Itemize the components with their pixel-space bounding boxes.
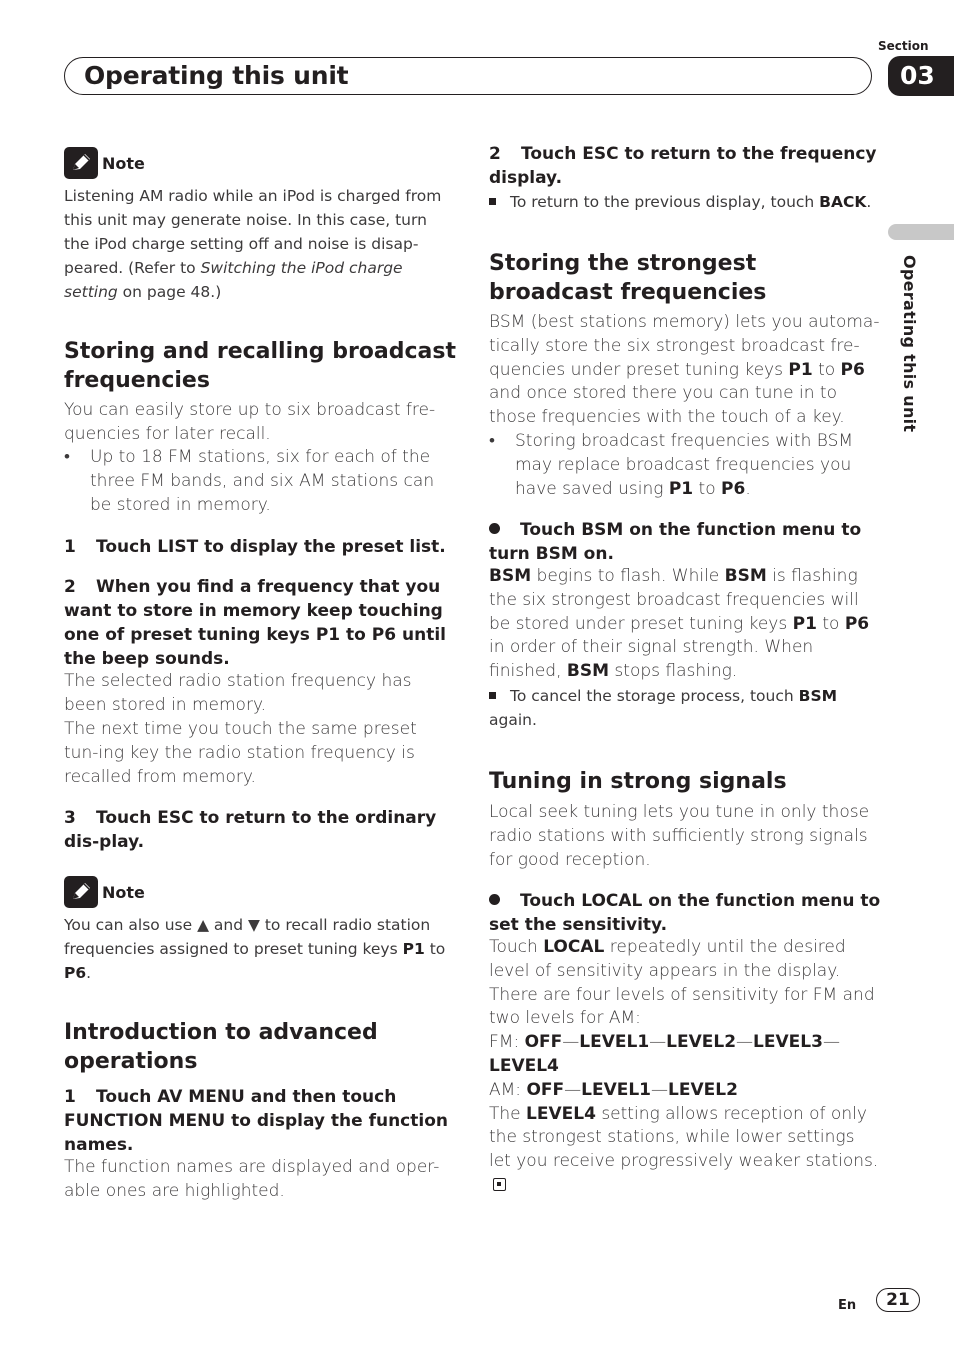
tuning-body: Touch LOCAL repeatedly until the desired level of sensitivity appears in the display. There are four levels of sensitivity for FM and two levels for AM: FM: OFF—LEVEL1—LEVEL2—LEVEL3— LEVEL4 AM: OFF—LEVEL1—LEVEL2 The LEVEL4 setting allows reception of only the strongest stations, while lower settings let you receive progressively weaker stations. bbox=[489, 936, 881, 1198]
bsm-step: Touch BSM on the function menu to turn BSM on. bbox=[489, 520, 862, 564]
step-2-note: To return to the previous display, touch BACK. bbox=[489, 190, 881, 214]
tuning-step: Touch LOCAL on the function menu to set the sensitivity. bbox=[489, 891, 881, 935]
note-heading bbox=[64, 147, 145, 179]
note-title: Note bbox=[102, 153, 145, 173]
bsm-bullet: • Storing broadcast frequencies with BSM may replace broadcast frequencies you have saved using P1 to P6. bbox=[489, 431, 854, 499]
circle-bullet-icon bbox=[489, 894, 500, 905]
step-2: 2 When you find a frequency that you want to store in memory keep touching one of preset tuning keys P1 to P6 until the beep sounds. bbox=[64, 577, 446, 669]
note-title: Note bbox=[102, 882, 145, 902]
advanced-step-1: 1 Touch AV MENU and then touch FUNCTION MENU to display the function names. bbox=[64, 1087, 448, 1155]
note-pencil-icon bbox=[64, 876, 98, 908]
square-bullet-icon bbox=[489, 198, 496, 205]
note-text: You can also use ▲ and ▼ to recall radio station frequencies assigned to preset tuning keys P1 to P6. bbox=[64, 916, 446, 982]
right-column bbox=[489, 0, 881, 1172]
bsm-note: To cancel the storage process, touch BSM again. bbox=[489, 687, 838, 729]
tuning-intro: Local seek tuning lets you tune in only those radio stations with sufficiently strong signals for good reception. bbox=[489, 802, 870, 870]
storing-intro: You can easily store up to six broadcast fre-quencies for later recall. bbox=[64, 400, 436, 444]
storing-bullet: • Up to 18 FM stations, six for each of the three FM bands, and six AM stations can be stored in memory. bbox=[64, 447, 435, 515]
bsm-body: BSM begins to flash. While BSM is flashing the six strongest broadcast frequencies will be stored under preset tuning keys P1 to P6 in order of their signal strength. When finished, BSM stops flashing. bbox=[489, 566, 870, 682]
square-bullet-icon bbox=[489, 692, 496, 699]
end-of-section-icon bbox=[493, 1178, 506, 1191]
bsm-intro: BSM (best stations memory) lets you automa-tically store the six strongest broadcast fre-quencies under preset tuning keys P1 to P6 and once stored there you can tune in to those frequencies with the touch of a key. bbox=[489, 312, 880, 428]
step-2-body-2: The next time you touch the same preset tun-ing key the radio station frequency is recalled from memory. bbox=[64, 719, 417, 787]
page-number: 21 bbox=[876, 1288, 920, 1312]
step-2-esc: 2 Touch ESC to return to the frequency display. bbox=[489, 144, 877, 188]
section-heading-storing: Storing and recalling broadcast frequencies bbox=[64, 339, 457, 393]
section-label: Section bbox=[878, 39, 929, 53]
section-heading-tuning: Tuning in strong signals bbox=[489, 769, 787, 794]
step-3: 3 Touch ESC to return to the ordinary dis-play. bbox=[64, 808, 437, 852]
circle-bullet-icon bbox=[489, 523, 500, 534]
step-1: 1 Touch LIST to display the preset list. bbox=[64, 537, 446, 557]
advanced-body: The function names are displayed and oper-able ones are highlighted. bbox=[64, 1157, 440, 1201]
note-pencil-icon bbox=[64, 147, 98, 179]
side-section-label: Operating this unit bbox=[900, 255, 919, 433]
page-title: Operating this unit bbox=[84, 61, 349, 90]
step-2-body-1: The selected radio station frequency has been stored in memory. bbox=[64, 671, 412, 715]
language-label: En bbox=[838, 1298, 857, 1313]
side-tab-marker bbox=[888, 224, 954, 240]
note-heading bbox=[64, 876, 145, 908]
section-number-badge: 03 bbox=[888, 56, 954, 96]
section-heading-bsm: Storing the strongest broadcast frequencies bbox=[489, 251, 767, 305]
note-text: Listening AM radio while an iPod is charged from this unit may generate noise. In this case, turn the iPod charge setting off and noise is disap-peared. (Refer to Switching the iPod charge setting on page 48.) bbox=[64, 187, 442, 301]
section-heading-advanced: Introduction to advanced operations bbox=[64, 1020, 378, 1074]
